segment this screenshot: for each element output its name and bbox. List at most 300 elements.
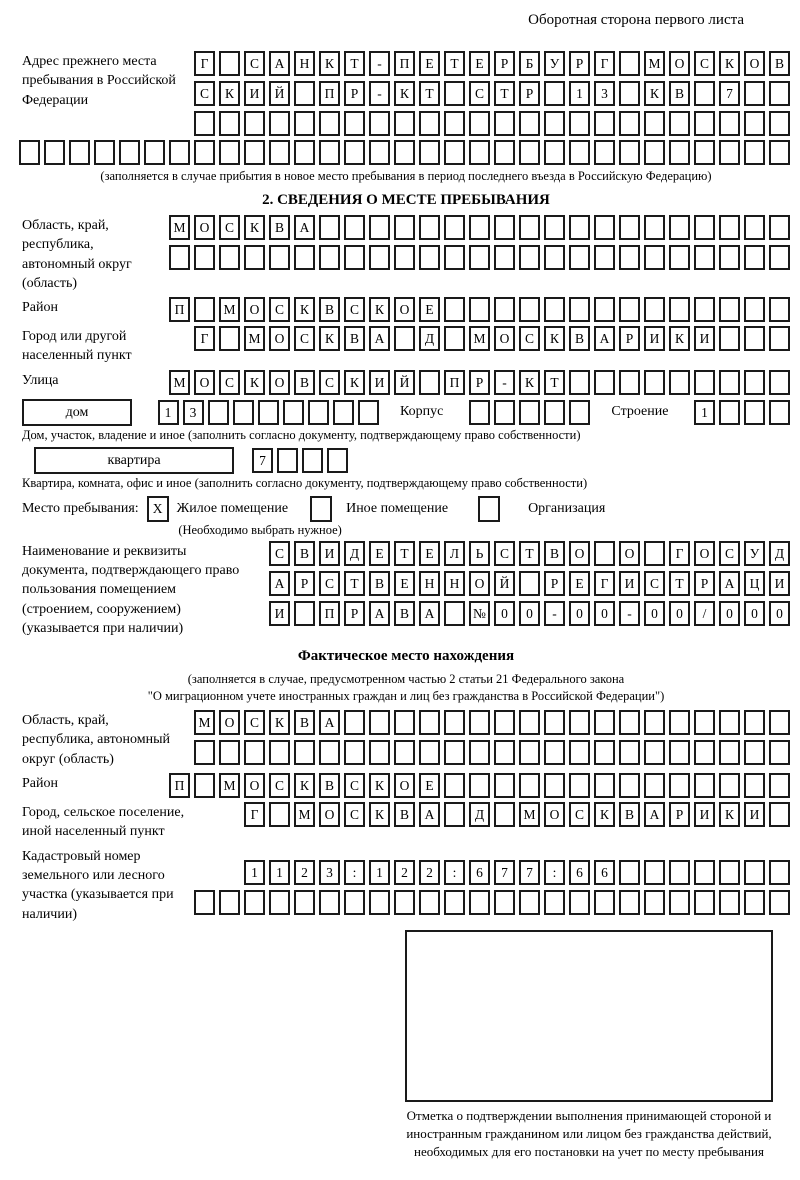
char-box[interactable]: Т — [519, 541, 540, 566]
char-box[interactable] — [269, 740, 290, 765]
char-box[interactable] — [269, 140, 290, 165]
char-box[interactable] — [444, 245, 465, 270]
char-box[interactable] — [744, 400, 765, 425]
char-box[interactable] — [669, 773, 690, 798]
char-box[interactable] — [419, 370, 440, 395]
char-box[interactable]: В — [544, 541, 565, 566]
char-box[interactable] — [544, 140, 565, 165]
char-box[interactable] — [719, 890, 740, 915]
char-box[interactable] — [344, 245, 365, 270]
char-box[interactable]: 2 — [294, 860, 315, 885]
char-box[interactable] — [769, 773, 790, 798]
char-box[interactable]: О — [244, 297, 265, 322]
char-box[interactable]: С — [344, 802, 365, 827]
char-box[interactable] — [469, 890, 490, 915]
char-box[interactable]: И — [619, 571, 640, 596]
char-box[interactable]: В — [769, 51, 790, 76]
char-box[interactable]: В — [569, 326, 590, 351]
char-box[interactable] — [694, 370, 715, 395]
char-box[interactable] — [444, 81, 465, 106]
char-box[interactable]: К — [344, 370, 365, 395]
char-box[interactable] — [744, 370, 765, 395]
char-box[interactable] — [269, 111, 290, 136]
char-box[interactable] — [444, 740, 465, 765]
char-box[interactable] — [769, 81, 790, 106]
char-box[interactable] — [619, 297, 640, 322]
char-box[interactable] — [619, 215, 640, 240]
char-box[interactable] — [744, 297, 765, 322]
char-box[interactable] — [169, 245, 190, 270]
char-box[interactable] — [258, 400, 279, 425]
char-box[interactable]: 1 — [369, 860, 390, 885]
char-box[interactable] — [219, 890, 240, 915]
char-box[interactable] — [719, 860, 740, 885]
char-box[interactable] — [719, 215, 740, 240]
char-box[interactable] — [394, 710, 415, 735]
char-box[interactable] — [358, 400, 379, 425]
char-box[interactable]: П — [169, 773, 190, 798]
char-box[interactable] — [769, 215, 790, 240]
char-box[interactable] — [244, 740, 265, 765]
char-box[interactable] — [544, 710, 565, 735]
char-box[interactable]: К — [369, 773, 390, 798]
char-box[interactable] — [669, 140, 690, 165]
char-box[interactable] — [544, 111, 565, 136]
char-box[interactable]: - — [369, 51, 390, 76]
char-box[interactable] — [769, 400, 790, 425]
char-box[interactable] — [469, 297, 490, 322]
char-box[interactable] — [194, 740, 215, 765]
char-box[interactable]: 6 — [594, 860, 615, 885]
char-box[interactable]: О — [694, 541, 715, 566]
char-box[interactable]: С — [494, 541, 515, 566]
char-box[interactable] — [244, 245, 265, 270]
char-box[interactable]: О — [744, 51, 765, 76]
char-box[interactable]: К — [294, 297, 315, 322]
char-box[interactable] — [719, 326, 740, 351]
char-box[interactable] — [669, 215, 690, 240]
char-box[interactable]: С — [319, 370, 340, 395]
char-box[interactable]: С — [244, 710, 265, 735]
char-box[interactable]: И — [744, 802, 765, 827]
char-box[interactable] — [394, 140, 415, 165]
char-box[interactable] — [344, 890, 365, 915]
char-box[interactable] — [619, 51, 640, 76]
char-box[interactable] — [619, 890, 640, 915]
char-box[interactable] — [294, 890, 315, 915]
char-box[interactable]: И — [769, 571, 790, 596]
char-box[interactable]: С — [244, 51, 265, 76]
char-box[interactable]: К — [369, 802, 390, 827]
char-box[interactable] — [569, 215, 590, 240]
char-box[interactable] — [194, 773, 215, 798]
char-box[interactable] — [644, 370, 665, 395]
char-box[interactable] — [594, 297, 615, 322]
char-box[interactable]: Е — [419, 541, 440, 566]
char-box[interactable]: В — [394, 802, 415, 827]
char-box[interactable] — [769, 890, 790, 915]
char-box[interactable]: Г — [594, 571, 615, 596]
char-box[interactable]: 0 — [494, 601, 515, 626]
char-box[interactable]: С — [344, 773, 365, 798]
char-box[interactable]: Р — [294, 571, 315, 596]
char-box[interactable] — [269, 245, 290, 270]
char-box[interactable] — [569, 370, 590, 395]
char-box[interactable]: 0 — [719, 601, 740, 626]
char-box[interactable]: 1 — [694, 400, 715, 425]
char-box[interactable]: Е — [569, 571, 590, 596]
char-box[interactable] — [319, 245, 340, 270]
char-box[interactable] — [594, 111, 615, 136]
char-box[interactable]: Й — [494, 571, 515, 596]
char-box[interactable] — [344, 111, 365, 136]
char-box[interactable] — [444, 326, 465, 351]
char-box[interactable] — [219, 740, 240, 765]
char-box[interactable] — [544, 400, 565, 425]
char-box[interactable]: Т — [344, 571, 365, 596]
char-box[interactable] — [219, 111, 240, 136]
char-box[interactable] — [669, 740, 690, 765]
char-box[interactable] — [569, 245, 590, 270]
char-box[interactable] — [744, 111, 765, 136]
char-box[interactable]: : — [544, 860, 565, 885]
char-box[interactable] — [694, 245, 715, 270]
char-box[interactable] — [519, 890, 540, 915]
char-box[interactable]: Г — [194, 326, 215, 351]
char-box[interactable]: С — [194, 81, 215, 106]
char-box[interactable]: А — [594, 326, 615, 351]
char-box[interactable]: Е — [419, 297, 440, 322]
char-box[interactable] — [594, 890, 615, 915]
char-box[interactable] — [244, 140, 265, 165]
char-box[interactable]: К — [719, 51, 740, 76]
char-box[interactable]: О — [469, 571, 490, 596]
char-box[interactable] — [769, 802, 790, 827]
char-box[interactable] — [327, 448, 348, 473]
char-box[interactable] — [494, 710, 515, 735]
char-box[interactable] — [619, 740, 640, 765]
char-box[interactable] — [544, 890, 565, 915]
char-box[interactable]: О — [494, 326, 515, 351]
char-box[interactable] — [694, 297, 715, 322]
char-box[interactable]: О — [394, 297, 415, 322]
char-box[interactable]: К — [519, 370, 540, 395]
char-box[interactable] — [619, 140, 640, 165]
char-box[interactable]: М — [219, 773, 240, 798]
char-box[interactable]: 0 — [744, 601, 765, 626]
char-box[interactable] — [644, 740, 665, 765]
char-box[interactable] — [469, 140, 490, 165]
char-box[interactable]: О — [219, 710, 240, 735]
char-box[interactable] — [569, 400, 590, 425]
char-box[interactable]: 2 — [394, 860, 415, 885]
char-box[interactable]: О — [669, 51, 690, 76]
char-box[interactable]: С — [269, 297, 290, 322]
char-box[interactable] — [519, 400, 540, 425]
char-box[interactable]: О — [194, 370, 215, 395]
char-box[interactable] — [719, 245, 740, 270]
char-box[interactable]: 1 — [158, 400, 179, 425]
char-box[interactable]: 3 — [319, 860, 340, 885]
char-box[interactable]: Р — [344, 81, 365, 106]
char-box[interactable]: В — [619, 802, 640, 827]
checkbox-zhiloe[interactable]: X — [147, 496, 169, 522]
char-box[interactable] — [444, 601, 465, 626]
char-box[interactable] — [669, 710, 690, 735]
char-box[interactable]: В — [344, 326, 365, 351]
char-box[interactable] — [594, 773, 615, 798]
char-box[interactable] — [208, 400, 229, 425]
char-box[interactable] — [294, 601, 315, 626]
char-box[interactable] — [283, 400, 304, 425]
char-box[interactable] — [319, 111, 340, 136]
char-box[interactable] — [544, 245, 565, 270]
char-box[interactable]: В — [669, 81, 690, 106]
char-box[interactable] — [469, 740, 490, 765]
char-box[interactable] — [494, 890, 515, 915]
char-box[interactable] — [394, 890, 415, 915]
char-box[interactable] — [369, 890, 390, 915]
char-box[interactable]: Й — [269, 81, 290, 106]
char-box[interactable] — [644, 773, 665, 798]
char-box[interactable]: С — [569, 802, 590, 827]
char-box[interactable]: П — [444, 370, 465, 395]
char-box[interactable] — [744, 740, 765, 765]
char-box[interactable]: Т — [669, 571, 690, 596]
char-box[interactable] — [544, 81, 565, 106]
char-box[interactable] — [694, 773, 715, 798]
char-box[interactable]: Р — [694, 571, 715, 596]
char-box[interactable] — [744, 890, 765, 915]
char-box[interactable] — [619, 860, 640, 885]
char-box[interactable]: М — [219, 297, 240, 322]
char-box[interactable]: К — [294, 773, 315, 798]
char-box[interactable]: Р — [494, 51, 515, 76]
char-box[interactable]: 3 — [594, 81, 615, 106]
char-box[interactable] — [444, 140, 465, 165]
char-box[interactable] — [444, 710, 465, 735]
char-box[interactable]: И — [644, 326, 665, 351]
char-box[interactable]: Р — [344, 601, 365, 626]
char-box[interactable]: С — [519, 326, 540, 351]
char-box[interactable] — [344, 215, 365, 240]
char-box[interactable] — [469, 245, 490, 270]
char-box[interactable]: С — [269, 773, 290, 798]
char-box[interactable]: Г — [594, 51, 615, 76]
char-box[interactable]: 6 — [469, 860, 490, 885]
char-box[interactable]: И — [319, 541, 340, 566]
char-box[interactable] — [494, 740, 515, 765]
char-box[interactable] — [719, 400, 740, 425]
char-box[interactable] — [277, 448, 298, 473]
char-box[interactable] — [194, 297, 215, 322]
char-box[interactable] — [619, 370, 640, 395]
char-box[interactable] — [44, 140, 65, 165]
char-box[interactable] — [269, 890, 290, 915]
char-box[interactable]: С — [294, 326, 315, 351]
char-box[interactable] — [719, 710, 740, 735]
char-box[interactable]: Т — [494, 81, 515, 106]
checkbox-inoe[interactable] — [310, 496, 332, 522]
char-box[interactable] — [569, 740, 590, 765]
char-box[interactable] — [694, 215, 715, 240]
char-box[interactable]: И — [694, 802, 715, 827]
char-box[interactable]: Р — [669, 802, 690, 827]
char-box[interactable] — [644, 710, 665, 735]
char-box[interactable]: В — [394, 601, 415, 626]
char-box[interactable]: А — [644, 802, 665, 827]
char-box[interactable] — [719, 140, 740, 165]
char-box[interactable] — [744, 81, 765, 106]
char-box[interactable] — [344, 140, 365, 165]
char-box[interactable] — [644, 297, 665, 322]
char-box[interactable] — [444, 215, 465, 240]
char-box[interactable]: А — [419, 802, 440, 827]
char-box[interactable] — [569, 890, 590, 915]
char-box[interactable]: Ь — [469, 541, 490, 566]
char-box[interactable] — [494, 773, 515, 798]
char-box[interactable] — [519, 245, 540, 270]
char-box[interactable] — [344, 740, 365, 765]
char-box[interactable]: М — [469, 326, 490, 351]
char-box[interactable] — [494, 215, 515, 240]
char-box[interactable] — [594, 215, 615, 240]
char-box[interactable] — [419, 140, 440, 165]
char-box[interactable] — [394, 111, 415, 136]
char-box[interactable]: 7 — [252, 448, 273, 473]
char-box[interactable] — [744, 773, 765, 798]
char-box[interactable]: Ц — [744, 571, 765, 596]
char-box[interactable] — [469, 710, 490, 735]
char-box[interactable]: С — [694, 51, 715, 76]
char-box[interactable] — [544, 773, 565, 798]
char-box[interactable]: Н — [419, 571, 440, 596]
char-box[interactable]: С — [644, 571, 665, 596]
char-box[interactable]: С — [269, 541, 290, 566]
char-box[interactable]: А — [369, 601, 390, 626]
char-box[interactable] — [244, 111, 265, 136]
char-box[interactable]: 0 — [569, 601, 590, 626]
char-box[interactable] — [333, 400, 354, 425]
char-box[interactable]: Н — [444, 571, 465, 596]
char-box[interactable] — [594, 140, 615, 165]
char-box[interactable] — [294, 111, 315, 136]
char-box[interactable]: К — [669, 326, 690, 351]
char-box[interactable]: Д — [419, 326, 440, 351]
char-box[interactable] — [19, 140, 40, 165]
char-box[interactable]: 1 — [569, 81, 590, 106]
char-box[interactable] — [544, 297, 565, 322]
char-box[interactable]: Т — [394, 541, 415, 566]
char-box[interactable]: В — [269, 215, 290, 240]
char-box[interactable]: Р — [544, 571, 565, 596]
char-box[interactable] — [594, 541, 615, 566]
char-box[interactable] — [419, 740, 440, 765]
char-box[interactable]: О — [244, 773, 265, 798]
char-box[interactable]: О — [544, 802, 565, 827]
char-box[interactable] — [719, 111, 740, 136]
char-box[interactable] — [619, 773, 640, 798]
char-box[interactable]: Т — [544, 370, 565, 395]
char-box[interactable] — [644, 860, 665, 885]
char-box[interactable] — [544, 740, 565, 765]
char-box[interactable]: К — [219, 81, 240, 106]
char-box[interactable] — [219, 326, 240, 351]
char-box[interactable]: К — [319, 326, 340, 351]
char-box[interactable] — [319, 890, 340, 915]
char-box[interactable]: Н — [294, 51, 315, 76]
char-box[interactable]: О — [619, 541, 640, 566]
char-box[interactable] — [694, 81, 715, 106]
char-box[interactable]: Е — [469, 51, 490, 76]
char-box[interactable] — [494, 140, 515, 165]
char-box[interactable]: : — [344, 860, 365, 885]
char-box[interactable]: Д — [344, 541, 365, 566]
char-box[interactable] — [644, 890, 665, 915]
char-box[interactable] — [219, 245, 240, 270]
char-box[interactable]: С — [219, 370, 240, 395]
char-box[interactable]: М — [244, 326, 265, 351]
char-box[interactable] — [419, 710, 440, 735]
char-box[interactable]: К — [369, 297, 390, 322]
char-box[interactable]: П — [319, 81, 340, 106]
char-box[interactable] — [769, 326, 790, 351]
char-box[interactable]: И — [269, 601, 290, 626]
char-box[interactable]: 0 — [769, 601, 790, 626]
char-box[interactable] — [369, 710, 390, 735]
char-box[interactable] — [69, 140, 90, 165]
char-box[interactable] — [644, 111, 665, 136]
char-box[interactable] — [694, 111, 715, 136]
char-box[interactable]: М — [294, 802, 315, 827]
char-box[interactable]: О — [269, 370, 290, 395]
char-box[interactable] — [419, 245, 440, 270]
char-box[interactable] — [444, 890, 465, 915]
char-box[interactable]: В — [294, 370, 315, 395]
char-box[interactable]: Т — [344, 51, 365, 76]
char-box[interactable] — [644, 541, 665, 566]
char-box[interactable] — [769, 245, 790, 270]
char-box[interactable]: Д — [469, 802, 490, 827]
char-box[interactable] — [194, 111, 215, 136]
char-box[interactable] — [519, 773, 540, 798]
char-box[interactable] — [569, 111, 590, 136]
char-box[interactable] — [719, 740, 740, 765]
char-box[interactable] — [244, 890, 265, 915]
char-box[interactable]: В — [319, 297, 340, 322]
char-box[interactable] — [669, 297, 690, 322]
char-box[interactable]: 6 — [569, 860, 590, 885]
char-box[interactable]: М — [519, 802, 540, 827]
char-box[interactable]: Д — [769, 541, 790, 566]
char-box[interactable]: Й — [394, 370, 415, 395]
char-box[interactable]: 0 — [644, 601, 665, 626]
char-box[interactable]: К — [594, 802, 615, 827]
char-box[interactable]: И — [694, 326, 715, 351]
char-box[interactable]: Г — [194, 51, 215, 76]
char-box[interactable] — [744, 215, 765, 240]
char-box[interactable] — [519, 740, 540, 765]
char-box[interactable] — [444, 297, 465, 322]
char-box[interactable] — [494, 802, 515, 827]
char-box[interactable] — [519, 571, 540, 596]
char-box[interactable] — [769, 297, 790, 322]
char-box[interactable]: С — [219, 215, 240, 240]
char-box[interactable]: : — [444, 860, 465, 885]
char-box[interactable]: С — [344, 297, 365, 322]
char-box[interactable]: Г — [669, 541, 690, 566]
char-box[interactable]: О — [394, 773, 415, 798]
